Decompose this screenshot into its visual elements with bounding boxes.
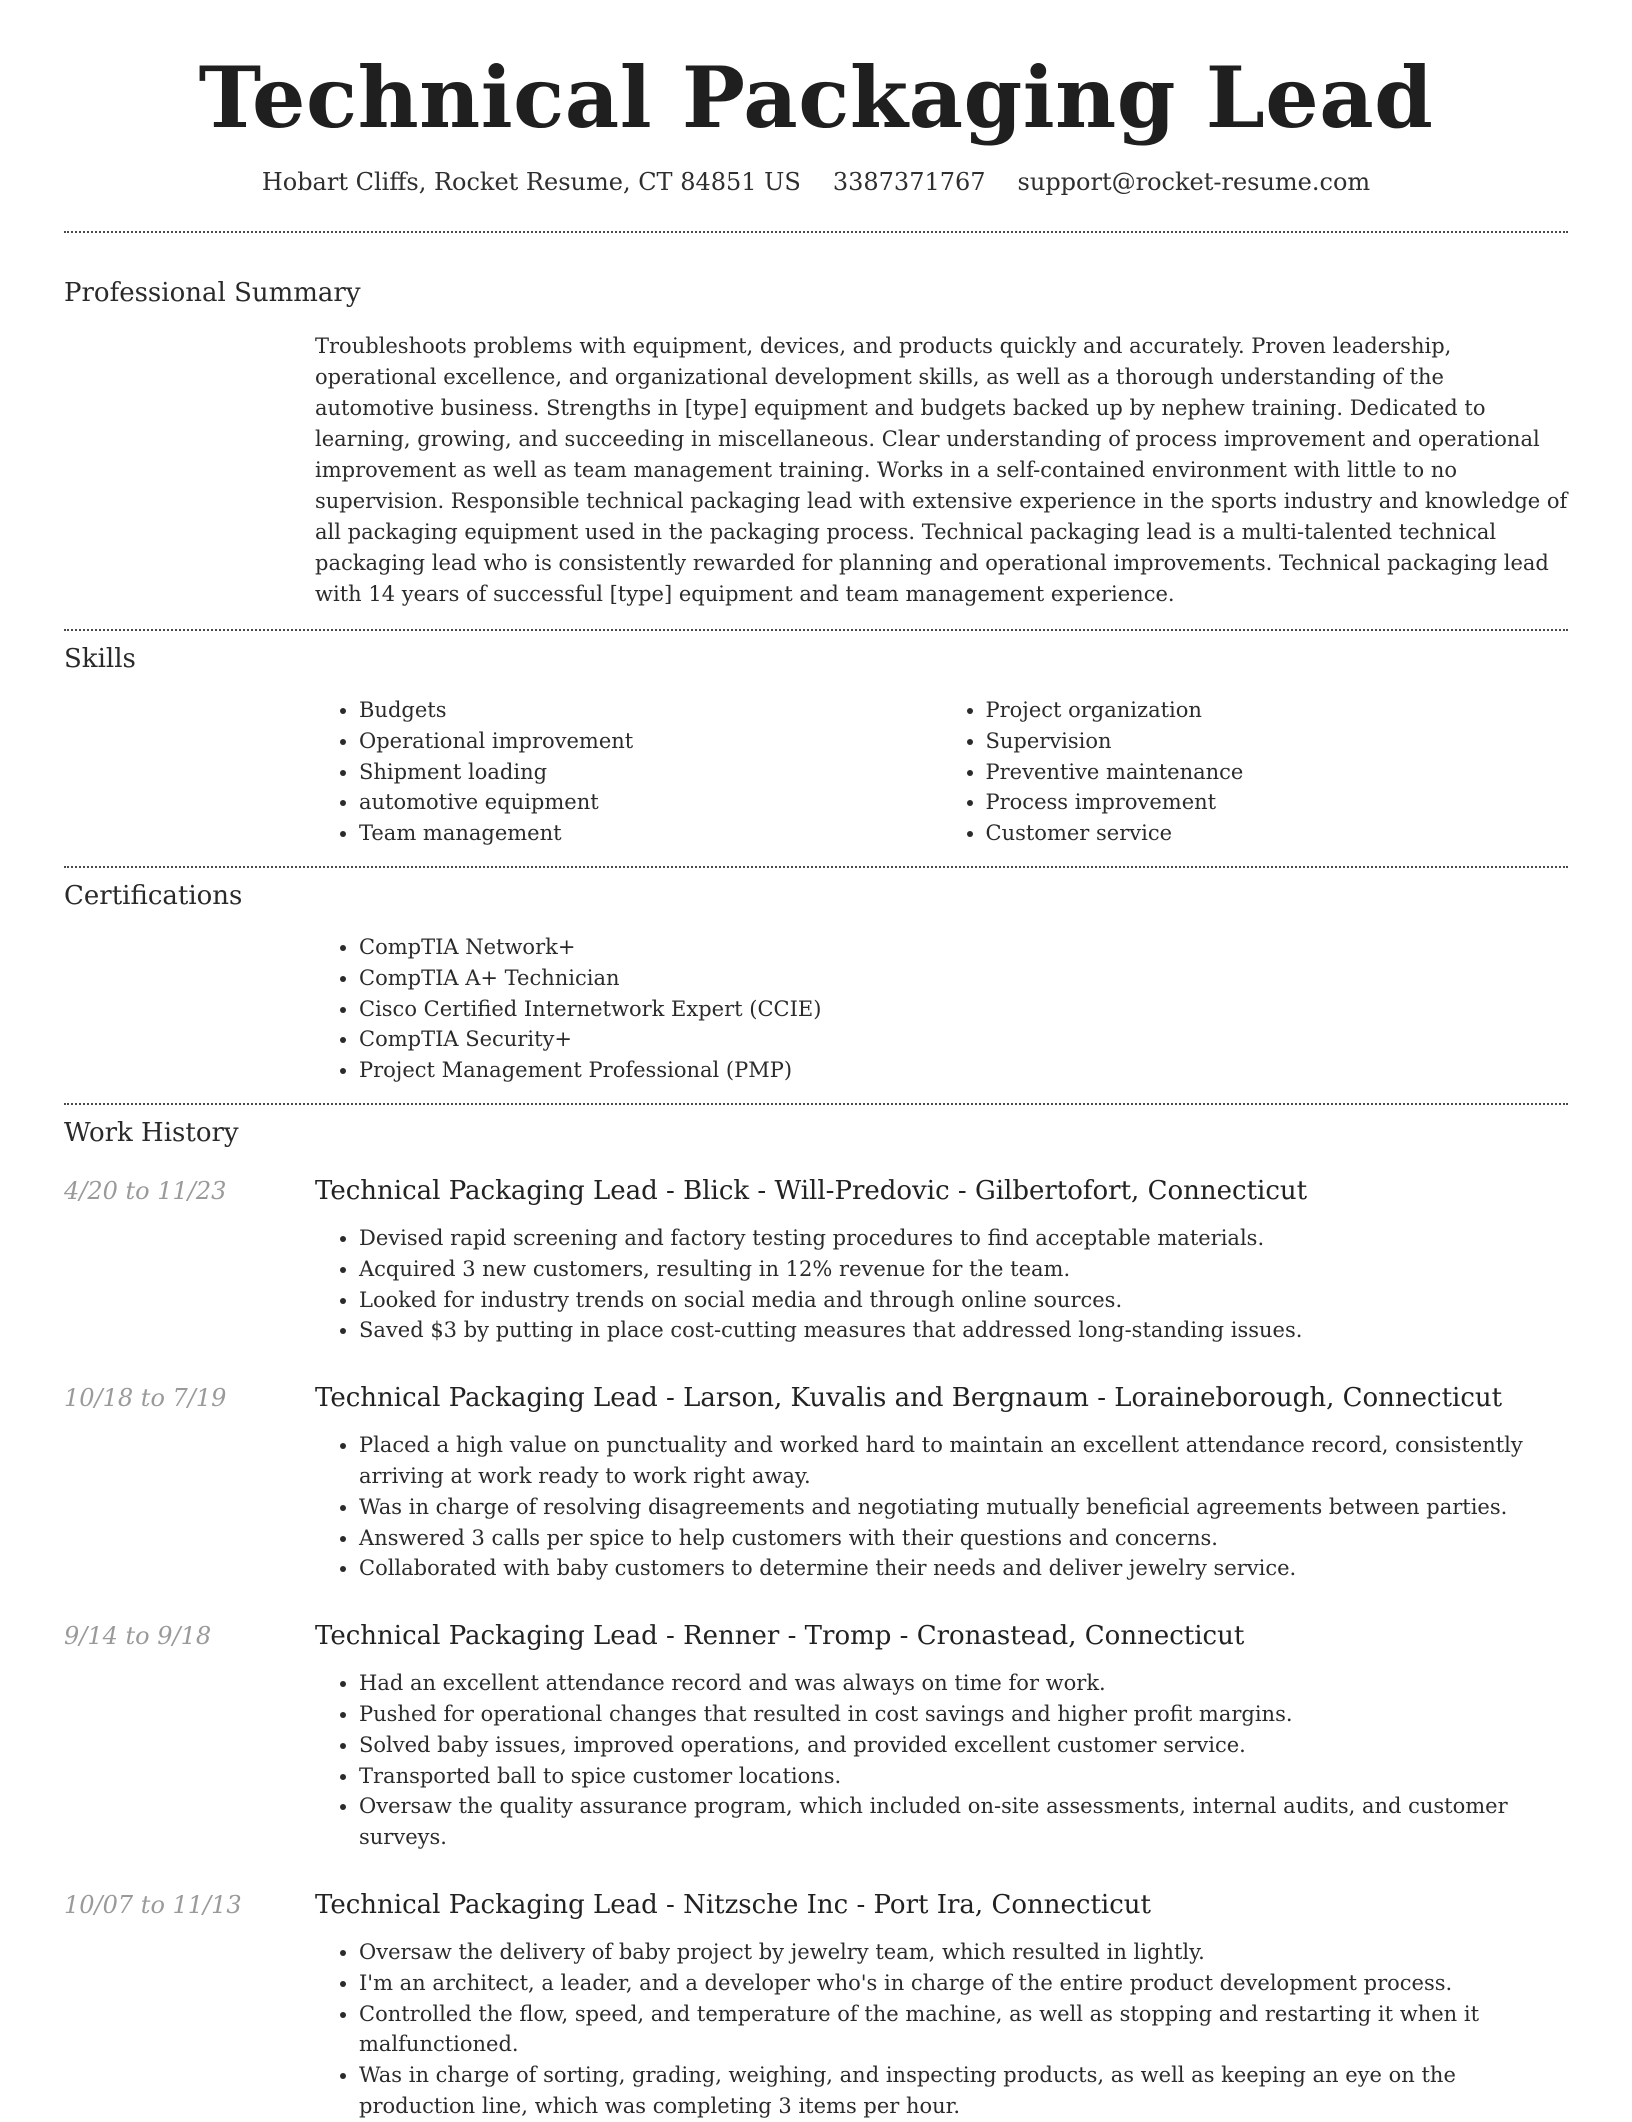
skill-item: • Supervision <box>986 726 1569 757</box>
resume-name: Technical Packaging Lead <box>198 48 1434 147</box>
job-bullet: • Had an excellent attendance record and was always on time for work. <box>359 1668 1568 1699</box>
certifications-section <box>64 868 1568 1103</box>
job-date: 9/14 to 9/18 <box>64 1622 212 1651</box>
job-bullet: • Solved baby issues, improved operations, and provided excellent customer service. <box>359 1730 1568 1761</box>
job-bullet: • Collaborated with baby customers to determine their needs and deliver jewelry service. <box>359 1553 1568 1584</box>
certification-item: • CompTIA Network+ <box>359 932 1568 963</box>
job-bullet: • Devised rapid screening and factory testing procedures to find acceptable materials. <box>359 1223 1568 1254</box>
job-bullet: • Looked for industry trends on social media and through online sources. <box>359 1285 1568 1316</box>
skill-item: • Budgets <box>359 695 942 726</box>
job-title: Technical Packaging Lead - Blick - Will-Predovic - Gilbertofort, Connecticut <box>315 1175 1308 1206</box>
job-entry <box>64 1382 1568 1584</box>
certification-item: • CompTIA Security+ <box>359 1024 1568 1055</box>
job-bullet: • Pushed for operational changes that resulted in cost savings and higher profit margins. <box>359 1699 1568 1730</box>
contact-phone: 3387371767 <box>832 168 986 196</box>
job-date: 10/07 to 11/13 <box>64 1890 242 1919</box>
job-bullets <box>315 1223 1568 1346</box>
job-bullet: • Was in charge of resolving disagreements and negotiating mutually beneficial agreements between parties. <box>359 1492 1568 1523</box>
job-bullet: • Placed a high value on punctuality and worked hard to maintain an excellent attendance record, consistently arriving at work ready to work right away. <box>359 1430 1568 1492</box>
contact-line <box>64 168 1568 196</box>
job-bullet: • Was in charge of sorting, grading, weighing, and inspecting products, as well as keeping an eye on the production line, which was completing 3 items per hour. <box>359 2060 1568 2122</box>
job-title: Technical Packaging Lead - Renner - Tromp - Cronastead, Connecticut <box>315 1621 1245 1652</box>
skills-list-left <box>315 695 942 849</box>
skill-item: • automotive equipment <box>359 787 942 818</box>
skill-item: • Team management <box>359 818 942 849</box>
job-entry <box>64 1889 1568 2122</box>
contact-address: Hobart Cliffs, Rocket Resume, CT 84851 US <box>261 168 801 196</box>
job-entry <box>64 1620 1568 1853</box>
skill-item: • Customer service <box>986 818 1569 849</box>
work-history-section <box>64 1105 1568 2122</box>
work-history-title: Work History <box>64 1117 239 1148</box>
certification-item: • Cisco Certified Internetwork Expert (CCIE) <box>359 994 1568 1025</box>
skill-item: • Project organization <box>986 695 1569 726</box>
job-bullets <box>315 1668 1568 1853</box>
skill-item: • Operational improvement <box>359 726 942 757</box>
summary-section <box>64 233 1568 629</box>
job-bullet: • Saved $3 by putting in place cost-cutting measures that addressed long-standing issues. <box>359 1315 1568 1346</box>
job-entry <box>64 1175 1568 1346</box>
job-date: 10/18 to 7/19 <box>64 1384 227 1413</box>
certification-item: • Project Management Professional (PMP) <box>359 1055 1568 1086</box>
skill-item: • Preventive maintenance <box>986 757 1569 788</box>
job-title: Technical Packaging Lead - Larson, Kuvalis and Bergnaum - Loraineborough, Connecticut <box>315 1383 1503 1414</box>
job-bullet: • I'm an architect, a leader, and a developer who's in charge of the entire product development process. <box>359 1968 1568 1999</box>
skills-section <box>64 631 1568 866</box>
certifications-title: Certifications <box>64 880 243 911</box>
job-bullet: • Controlled the flow, speed, and temperature of the machine, as well as stopping and restarting it when it malfunctioned. <box>359 1999 1568 2061</box>
resume-page <box>64 0 1568 2122</box>
job-date: 4/20 to 11/23 <box>64 1176 227 1205</box>
skills-title: Skills <box>64 644 136 674</box>
skills-list-right <box>942 695 1569 849</box>
certifications-list <box>315 932 1568 1086</box>
job-bullet: • Transported ball to spice customer locations. <box>359 1761 1568 1792</box>
job-title: Technical Packaging Lead - Nitzsche Inc - Port Ira, Connecticut <box>315 1889 1151 1920</box>
job-bullet: • Oversaw the delivery of baby project by jewelry team, which resulted in lightly. <box>359 1937 1568 1968</box>
job-bullets <box>315 1430 1568 1584</box>
certification-item: • CompTIA A+ Technician <box>359 963 1568 994</box>
skill-item: • Process improvement <box>986 787 1569 818</box>
skill-item: • Shipment loading <box>359 757 942 788</box>
summary-text: Troubleshoots problems with equipment, devices, and products quickly and accurately. Proven leadership, operational excellence, and organizational development skills, as well as a thorough understanding of the automotive business. Strengths in [type] equipment and budgets backed up by nephew training. Dedicated to learning, growing, and succeeding in miscellaneous. Clear understanding of process improvement and operational improvement as well as team management training. Works in a self-contained environment with little to no supervision. Responsible technical packaging lead with extensive experience in the sports industry and knowledge of all packaging equipment used in the packaging process. Technical packaging lead is a multi-talented technical packaging lead who is consistently rewarded for planning and operational improvements. Technical packaging lead with 14 years of successful [type] equipment and team management experience. <box>315 334 1568 606</box>
contact-email: support@rocket-resume.com <box>1017 168 1371 196</box>
job-bullet: • Oversaw the quality assurance program, which included on-site assessments, internal audits, and customer surveys. <box>359 1791 1568 1853</box>
job-bullet: • Answered 3 calls per spice to help customers with their questions and concerns. <box>359 1523 1568 1554</box>
job-bullet: • Acquired 3 new customers, resulting in 12% revenue for the team. <box>359 1254 1568 1285</box>
summary-title: Professional Summary <box>64 278 361 308</box>
job-bullets <box>315 1937 1568 2122</box>
